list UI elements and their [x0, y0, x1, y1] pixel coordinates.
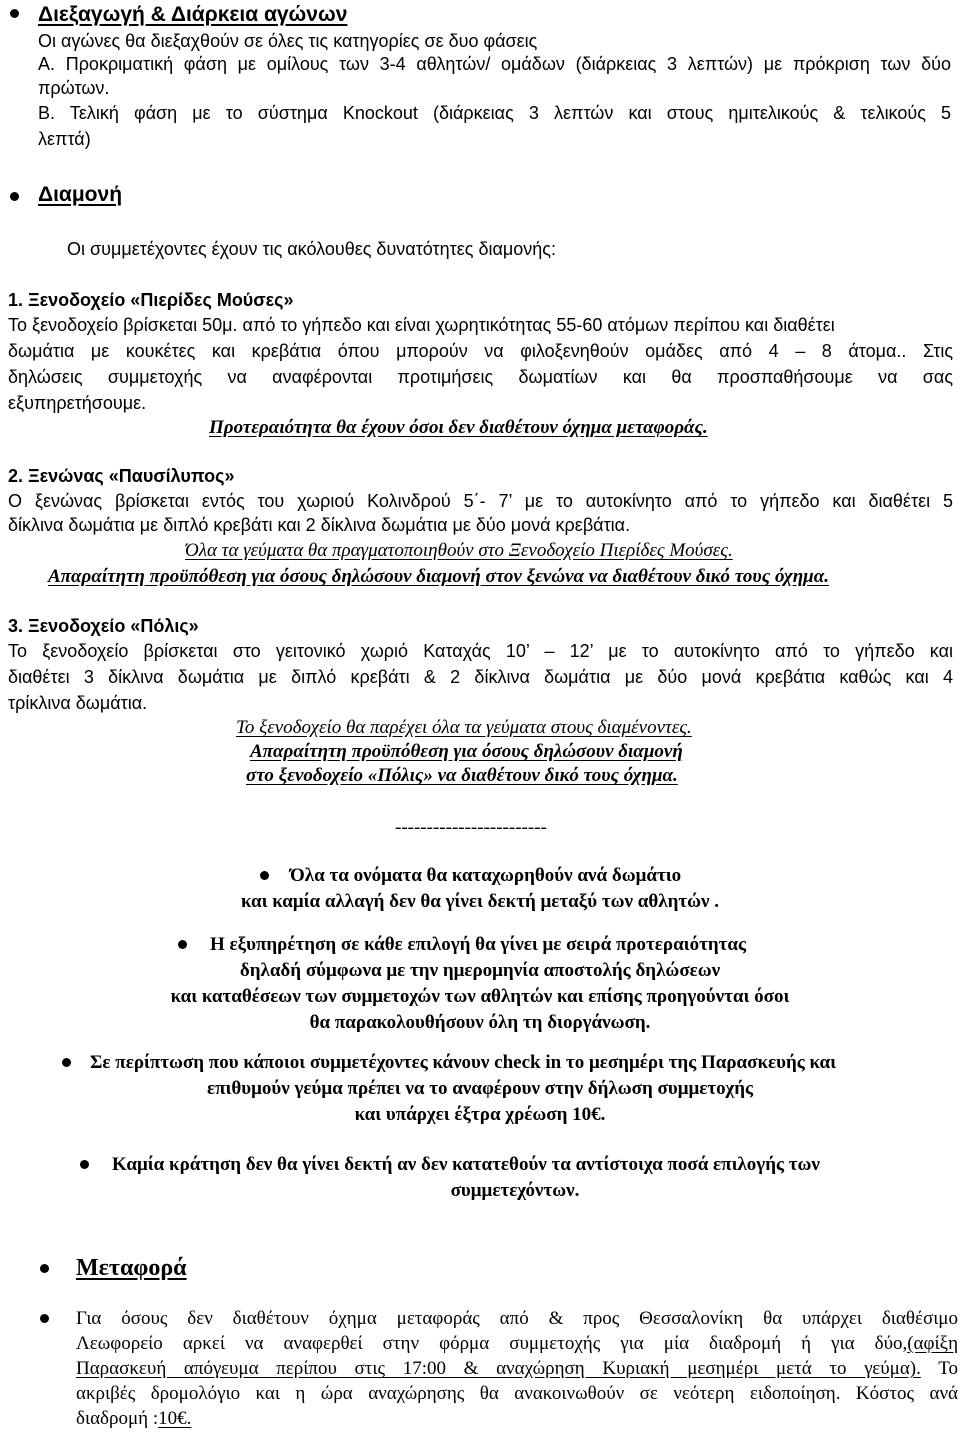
transport-line: ακριβές δρομολόγιο και η ώρα αναχώρησης θα ανακοινωθούν σε νεότερη ειδοποίηση. Κόστος ανά	[76, 1383, 958, 1404]
note-priority: θα παρακολουθήσουν όλη τη διοργάνωση.	[309, 1012, 651, 1033]
hotel3-line: Το ξενοδοχείο βρίσκεται στο γειτονικό χωριό Καταχάς 10’ – 12’ με το αυτοκίνητο από το γήπεδο και	[8, 641, 953, 661]
hotel1-line: Το ξενοδοχείο βρίσκεται 50μ. από το γήπεδο και είναι χωρητικότητας 55-60 ατόμων περίπου και διαθέτει	[8, 315, 835, 335]
note-rooms: Όλα τα ονόματα θα καταχωρηθούν ανά δωμάτιο	[290, 865, 682, 886]
transport-line	[76, 1334, 958, 1353]
transport-text: Το	[920, 1358, 958, 1379]
conduct-line: πρώτων.	[38, 78, 110, 98]
transport-text: διαδρομή :	[76, 1408, 159, 1429]
note-booking: Καμία κράτηση δεν θα γίνει δεκτή αν δεν κατατεθούν τα αντίστοιχα ποσά επιλογής των	[112, 1154, 820, 1175]
bullet-icon	[260, 871, 269, 880]
bullet-icon	[40, 1314, 49, 1323]
conduct-line: Οι αγώνες θα διεξαχθούν σε όλες τις κατηγορίες σε δυο φάσεις	[38, 31, 538, 51]
transport-line: Για όσους δεν διαθέτουν όχημα μεταφοράς από & προς Θεσσαλονίκη θα υπάρχει διαθέσιμο	[76, 1308, 958, 1329]
transport-schedule-text: Παρασκευή απόγευμα περίπου στις 17:00 & αναχώρηση Κυριακή μεσημέρι μετά το γεύμα).	[76, 1358, 921, 1379]
section-heading-transport: Μεταφορά	[76, 1255, 187, 1281]
bullet-icon	[178, 940, 187, 949]
transport-text: Λεωφορείο αρκεί να αναφερθεί στην φόρμα συμμετοχής για μία διαδρομή ή για δύο,	[76, 1333, 908, 1354]
hotel1-title: 1. Ξενοδοχείο «Πιερίδες Μούσες»	[8, 290, 294, 310]
note-checkin: επιθυμούν γεύμα πρέπει να το αναφέρουν στην δήλωση συμμετοχής	[206, 1078, 754, 1099]
note-priority: και καταθέσεων των συμμετοχών των αθλητών και επίσης προηγούνται όσοι	[170, 986, 790, 1007]
bullet-icon	[80, 1160, 89, 1169]
hotel2-meals-note: Όλα τα γεύματα θα πραγματοποιηθούν στο Ξενοδοχείο Πιερίδες Μούσες.	[185, 540, 733, 561]
bullet-icon	[10, 192, 19, 201]
hotel1-line: δηλώσεις συμμετοχής να αναφέρονται προτιμήσεις δωματίων και θα προσπαθήσουμε να σας	[8, 367, 953, 387]
note-booking: συμμετεχόντων.	[450, 1180, 580, 1201]
bullet-icon	[10, 9, 19, 18]
hotel3-line: τρίκλινα δωμάτια.	[8, 693, 148, 713]
conduct-line: Α. Προκριματική φάση με ομίλους των 3-4 αθλητών/ ομάδων (διάρκειας 3 λεπτών) με πρόκριση των δύο	[38, 54, 951, 74]
separator-line: ------------------------	[395, 817, 547, 838]
hotel2-title: 2. Ξενώνας «Παυσίλυπος»	[8, 466, 235, 486]
hotel2-line: Ο ξενώνας βρίσκεται εντός του χωριού Κολινδρού 5΄- 7’ με το αυτοκίνητο από το γήπεδο και διαθέτει 5	[8, 491, 953, 511]
transport-cost-text: 10€.	[158, 1408, 192, 1429]
hotel3-line: διαθέτει 3 δίκλινα δωμάτια με διπλό κρεβάτι & 2 δίκλινα δωμάτια με δύο μονά κρεβάτια καθώς και 4	[8, 667, 953, 687]
note-rooms: και καμία αλλαγή δεν θα γίνει δεκτή μεταξύ των αθλητών .	[240, 891, 719, 912]
transport-line	[76, 1409, 191, 1428]
note-priority: Η εξυπηρέτηση σε κάθε επιλογή θα γίνει με σειρά προτεραιότητας	[210, 934, 746, 955]
bullet-icon	[40, 1264, 49, 1273]
section-heading-conduct: Διεξαγωγή & Διάρκεια αγώνων	[38, 3, 348, 26]
hotel3-meals-note: Το ξενοδοχείο θα παρέχει όλα τα γεύματα στους διαμένοντες.	[236, 717, 692, 738]
hotel3-requirement-note: Απαραίτητη προϋπόθεση για όσους δηλώσουν διαμονή	[250, 741, 683, 762]
hotel1-line: εξυπηρετήσουμε.	[8, 393, 147, 413]
note-checkin: και υπάρχει έξτρα χρέωση 10€.	[354, 1104, 606, 1125]
hotel1-priority-note: Προτεραιότητα θα έχουν όσοι δεν διαθέτουν όχημα μεταφοράς.	[209, 417, 708, 438]
conduct-line: Β. Τελική φάση με το σύστημα Knockout (διάρκειας 3 λεπτών και στους ημιτελικούς & τελικούς 5	[38, 103, 951, 123]
hotel2-line: δίκλινα δωμάτια με διπλό κρεβάτι και 2 δίκλινα δωμάτια με δύο μονά κρεβάτια.	[8, 515, 631, 535]
bullet-icon	[62, 1058, 71, 1067]
note-priority: δηλαδή σύμφωνα με την ημερομηνία αποστολής δηλώσεων	[239, 960, 721, 981]
hotel2-requirement-note: Απαραίτητη προϋπόθεση για όσους δηλώσουν διαμονή στον ξενώνα να διαθέτουν δικό τους όχημα.	[48, 566, 829, 587]
transport-line	[76, 1359, 958, 1378]
hotel3-title: 3. Ξενοδοχείο «Πόλις»	[8, 616, 199, 636]
note-checkin: Σε περίπτωση που κάποιοι συμμετέχοντες κάνουν check in το μεσημέρι της Παρασκευής και	[90, 1052, 837, 1073]
section-heading-accommodation: Διαμονή	[38, 183, 123, 206]
hotel1-line: δωμάτια με κουκέτες και κρεβάτια όπου μπορούν να φιλοξενηθούν ομάδες από 4 – 8 άτομα.. Στις	[8, 341, 953, 361]
accommodation-intro: Οι συμμετέχοντες έχουν τις ακόλουθες δυνατότητες διαμονής:	[67, 239, 556, 259]
conduct-line: λεπτά)	[38, 129, 91, 149]
hotel3-requirement-note: στο ξενοδοχείο «Πόλις» να διαθέτουν δικό τους όχημα.	[246, 765, 678, 786]
transport-schedule-text: (αφίξη	[907, 1333, 958, 1354]
